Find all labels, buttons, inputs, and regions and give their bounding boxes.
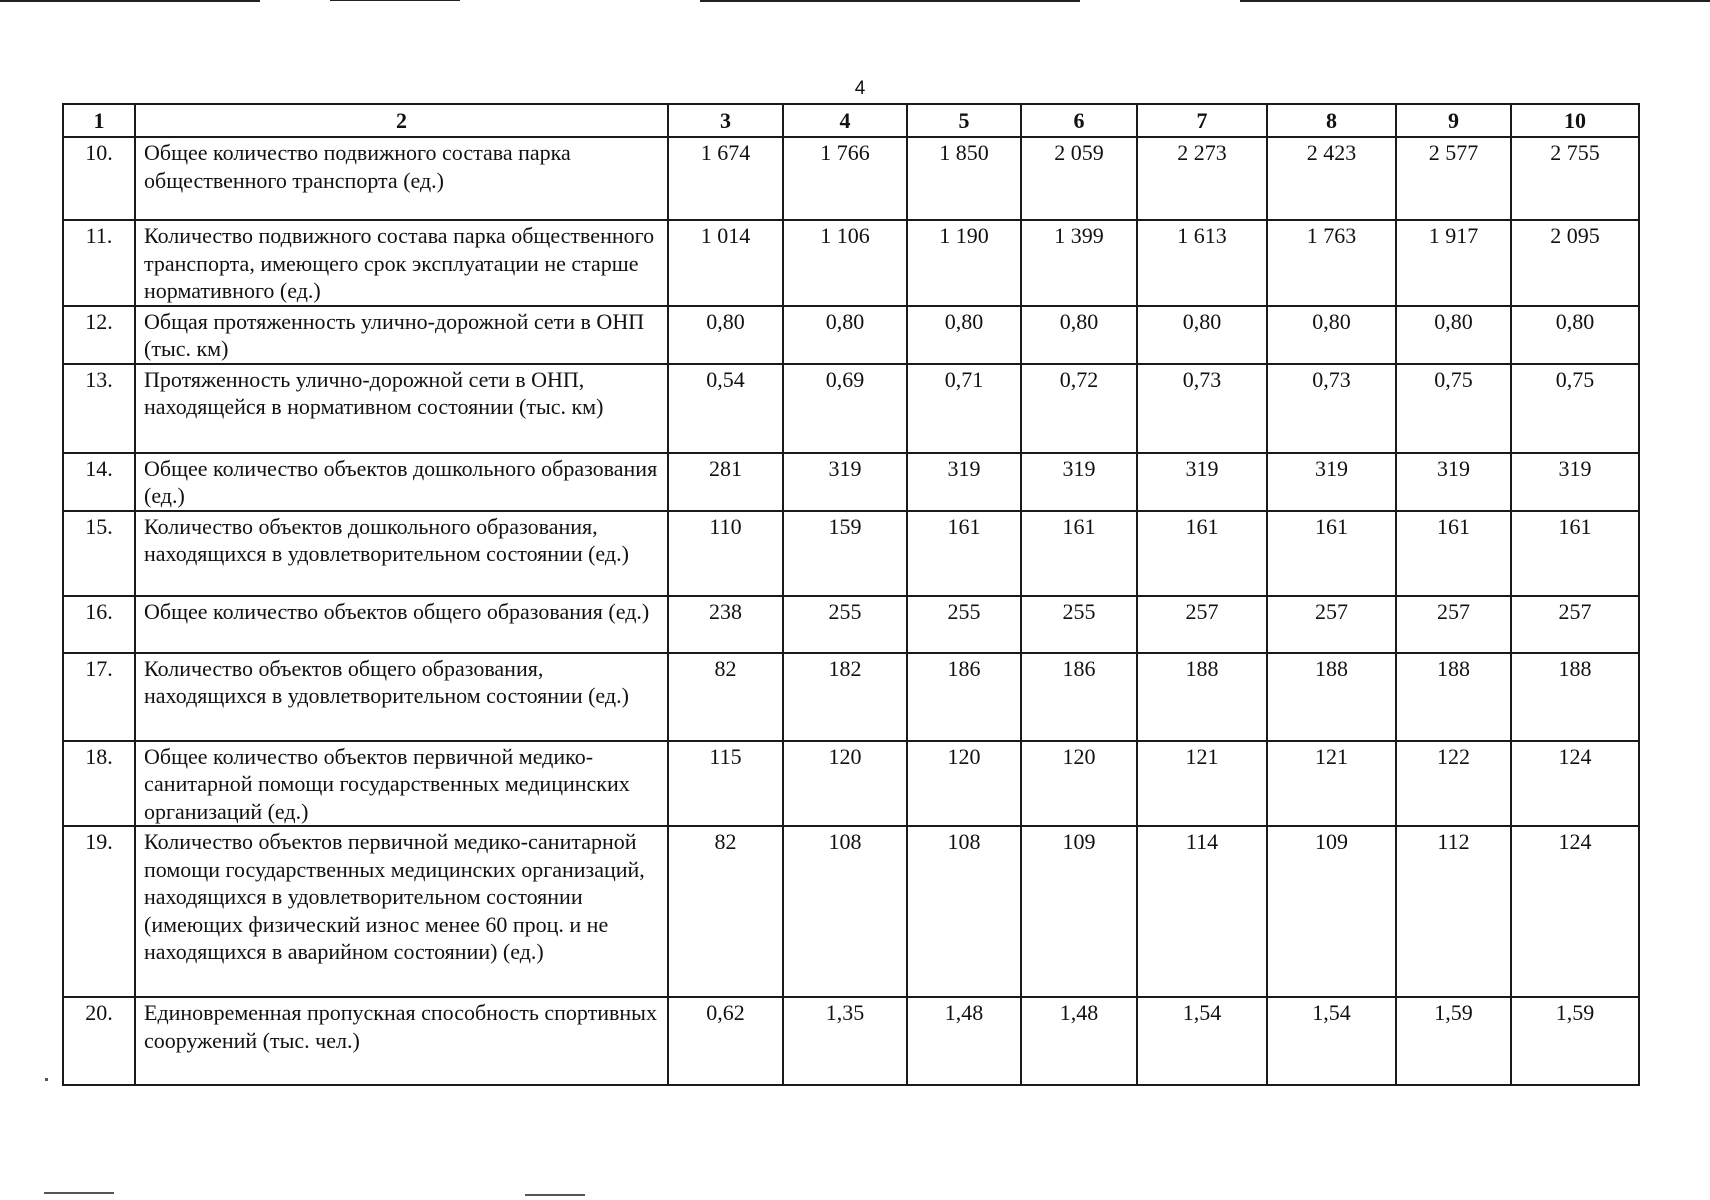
value-cell: 2 755 <box>1511 137 1639 220</box>
value-cell: 0,80 <box>1511 306 1639 364</box>
value-cell: 188 <box>1137 653 1267 741</box>
row-number: 15. <box>63 511 135 596</box>
value-cell: 1,48 <box>1021 997 1137 1085</box>
indicators-table <box>62 103 1640 1086</box>
value-cell: 0,69 <box>783 364 907 453</box>
column-header: 7 <box>1137 104 1267 137</box>
value-cell: 122 <box>1396 741 1511 827</box>
row-number: 16. <box>63 596 135 653</box>
column-header: 5 <box>907 104 1021 137</box>
value-cell: 0,80 <box>1021 306 1137 364</box>
value-cell: 255 <box>1021 596 1137 653</box>
value-cell: 1 763 <box>1267 220 1396 306</box>
value-cell: 0,73 <box>1267 364 1396 453</box>
value-cell: 1 190 <box>907 220 1021 306</box>
table-row <box>63 653 1639 741</box>
scan-edge-line <box>1240 0 1710 2</box>
value-cell: 124 <box>1511 741 1639 827</box>
value-cell: 1 613 <box>1137 220 1267 306</box>
value-cell: 120 <box>1021 741 1137 827</box>
value-cell: 319 <box>907 453 1021 511</box>
value-cell: 161 <box>907 511 1021 596</box>
table-row <box>63 741 1639 827</box>
value-cell: 319 <box>1137 453 1267 511</box>
column-header: 2 <box>135 104 668 137</box>
row-number: 11. <box>63 220 135 306</box>
value-cell: 319 <box>783 453 907 511</box>
value-cell: 0,73 <box>1137 364 1267 453</box>
value-cell: 0,62 <box>668 997 783 1085</box>
value-cell: 121 <box>1137 741 1267 827</box>
table-row <box>63 306 1639 364</box>
value-cell: 0,80 <box>668 306 783 364</box>
value-cell: 121 <box>1267 741 1396 827</box>
column-header: 3 <box>668 104 783 137</box>
value-cell: 2 059 <box>1021 137 1137 220</box>
table-body <box>63 137 1639 1085</box>
table-row <box>63 511 1639 596</box>
column-header: 8 <box>1267 104 1396 137</box>
value-cell: 159 <box>783 511 907 596</box>
row-number: 13. <box>63 364 135 453</box>
indicator-name: Количество объектов общего образования, находящихся в удовлетворительном состоянии (ед.) <box>135 653 668 741</box>
value-cell: 0,54 <box>668 364 783 453</box>
table-row <box>63 826 1639 997</box>
column-header: 10 <box>1511 104 1639 137</box>
scan-edge-line <box>330 0 460 1</box>
value-cell: 1,54 <box>1267 997 1396 1085</box>
value-cell: 188 <box>1511 653 1639 741</box>
value-cell: 1 917 <box>1396 220 1511 306</box>
value-cell: 1,35 <box>783 997 907 1085</box>
value-cell: 109 <box>1267 826 1396 997</box>
indicator-name: Единовременная пропускная способность спортивных сооружений (тыс. чел.) <box>135 997 668 1085</box>
value-cell: 0,80 <box>1396 306 1511 364</box>
indicator-name: Общая протяженность улично-дорожной сети в ОНП (тыс. км) <box>135 306 668 364</box>
indicator-name: Общее количество объектов первичной медико-санитарной помощи государственных медицинских организаций (ед.) <box>135 741 668 827</box>
value-cell: 1 766 <box>783 137 907 220</box>
scan-speck <box>44 1192 114 1194</box>
value-cell: 238 <box>668 596 783 653</box>
indicator-name: Общее количество объектов общего образования (ед.) <box>135 596 668 653</box>
value-cell: 2 423 <box>1267 137 1396 220</box>
value-cell: 0,80 <box>783 306 907 364</box>
value-cell: 120 <box>907 741 1021 827</box>
value-cell: 1 014 <box>668 220 783 306</box>
value-cell: 1,54 <box>1137 997 1267 1085</box>
row-number: 17. <box>63 653 135 741</box>
value-cell: 1,59 <box>1511 997 1639 1085</box>
value-cell: 1 850 <box>907 137 1021 220</box>
indicator-name: Протяженность улично-дорожной сети в ОНП, находящейся в нормативном состоянии (тыс. км) <box>135 364 668 453</box>
column-header: 1 <box>63 104 135 137</box>
scan-speck <box>45 1078 48 1081</box>
row-number: 10. <box>63 137 135 220</box>
value-cell: 82 <box>668 826 783 997</box>
value-cell: 319 <box>1267 453 1396 511</box>
value-cell: 0,75 <box>1511 364 1639 453</box>
row-number: 20. <box>63 997 135 1085</box>
column-header: 6 <box>1021 104 1137 137</box>
value-cell: 255 <box>907 596 1021 653</box>
value-cell: 319 <box>1511 453 1639 511</box>
value-cell: 257 <box>1267 596 1396 653</box>
value-cell: 182 <box>783 653 907 741</box>
scan-edge-line <box>0 0 260 2</box>
value-cell: 186 <box>907 653 1021 741</box>
table-row <box>63 997 1639 1085</box>
value-cell: 124 <box>1511 826 1639 997</box>
table-row <box>63 137 1639 220</box>
value-cell: 120 <box>783 741 907 827</box>
column-header: 9 <box>1396 104 1511 137</box>
value-cell: 281 <box>668 453 783 511</box>
scan-edge-line <box>700 0 1080 2</box>
value-cell: 0,71 <box>907 364 1021 453</box>
value-cell: 161 <box>1021 511 1137 596</box>
value-cell: 257 <box>1396 596 1511 653</box>
indicator-name: Общее количество объектов дошкольного образования (ед.) <box>135 453 668 511</box>
value-cell: 319 <box>1396 453 1511 511</box>
value-cell: 1,59 <box>1396 997 1511 1085</box>
value-cell: 108 <box>907 826 1021 997</box>
column-header: 4 <box>783 104 907 137</box>
value-cell: 161 <box>1511 511 1639 596</box>
value-cell: 188 <box>1267 653 1396 741</box>
value-cell: 1 399 <box>1021 220 1137 306</box>
value-cell: 109 <box>1021 826 1137 997</box>
value-cell: 186 <box>1021 653 1137 741</box>
row-number: 19. <box>63 826 135 997</box>
value-cell: 255 <box>783 596 907 653</box>
header-row <box>63 104 1639 137</box>
value-cell: 0,80 <box>1137 306 1267 364</box>
value-cell: 1 674 <box>668 137 783 220</box>
page-number: 4 <box>854 78 866 99</box>
value-cell: 0,80 <box>1267 306 1396 364</box>
row-number: 12. <box>63 306 135 364</box>
value-cell: 1 106 <box>783 220 907 306</box>
value-cell: 115 <box>668 741 783 827</box>
row-number: 14. <box>63 453 135 511</box>
value-cell: 319 <box>1021 453 1137 511</box>
value-cell: 0,72 <box>1021 364 1137 453</box>
value-cell: 161 <box>1137 511 1267 596</box>
row-number: 18. <box>63 741 135 827</box>
value-cell: 114 <box>1137 826 1267 997</box>
value-cell: 2 273 <box>1137 137 1267 220</box>
value-cell: 2 577 <box>1396 137 1511 220</box>
table-row <box>63 596 1639 653</box>
value-cell: 108 <box>783 826 907 997</box>
indicator-name: Количество объектов дошкольного образования, находящихся в удовлетворительном состоянии (ед.) <box>135 511 668 596</box>
value-cell: 1,48 <box>907 997 1021 1085</box>
value-cell: 2 095 <box>1511 220 1639 306</box>
indicator-name: Количество объектов первичной медико-санитарной помощи государственных медицинских организаций, находящихся в удовлетворительном состоянии (имеющих физический износ менее 60 проц. и не находящихся в аварийном состоянии) (ед.) <box>135 826 668 997</box>
value-cell: 188 <box>1396 653 1511 741</box>
value-cell: 110 <box>668 511 783 596</box>
value-cell: 112 <box>1396 826 1511 997</box>
value-cell: 0,80 <box>907 306 1021 364</box>
value-cell: 161 <box>1267 511 1396 596</box>
value-cell: 257 <box>1511 596 1639 653</box>
scan-speck <box>525 1194 585 1196</box>
value-cell: 82 <box>668 653 783 741</box>
table-row <box>63 364 1639 453</box>
indicator-name: Общее количество подвижного состава парка общественного транспорта (ед.) <box>135 137 668 220</box>
indicator-name: Количество подвижного состава парка общественного транспорта, имеющего срок эксплуатации не старше нормативного (ед.) <box>135 220 668 306</box>
table-row <box>63 220 1639 306</box>
table-row <box>63 453 1639 511</box>
value-cell: 161 <box>1396 511 1511 596</box>
value-cell: 0,75 <box>1396 364 1511 453</box>
value-cell: 257 <box>1137 596 1267 653</box>
